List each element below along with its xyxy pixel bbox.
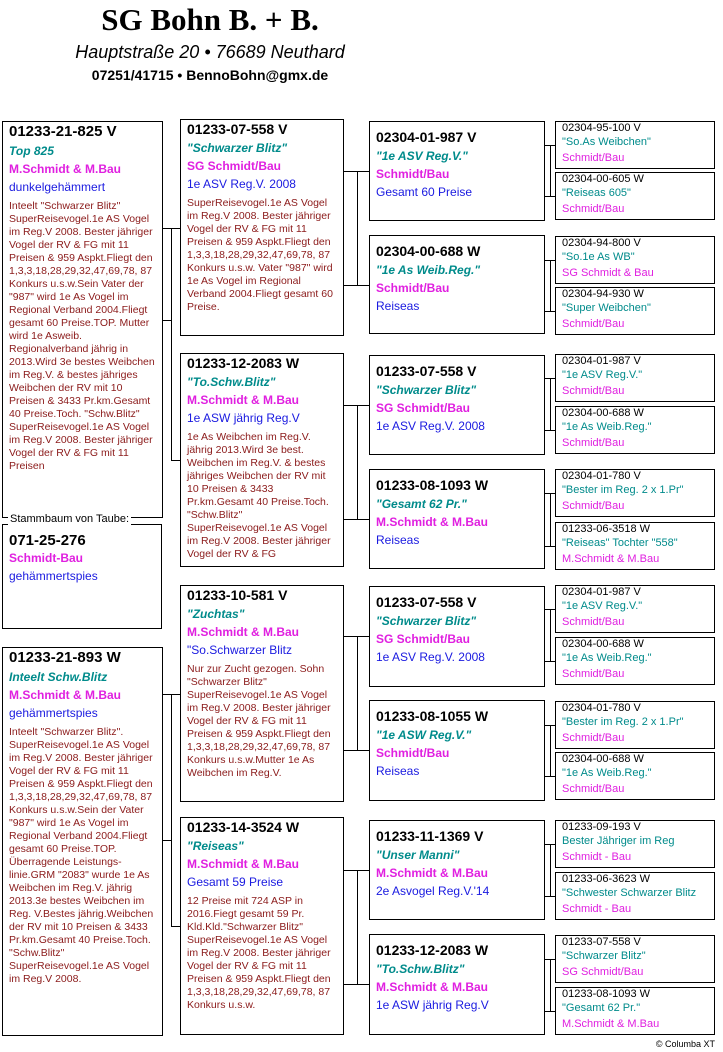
connector-line bbox=[357, 870, 358, 984]
ring-number: 02304-00-605 W bbox=[562, 173, 644, 185]
pigeon-name: "1e ASV Reg.V." bbox=[562, 369, 643, 381]
ring-number: 02304-95-100 V bbox=[562, 122, 641, 134]
description: 12 Preise mit 724 ASP in 2016.Fiegt gesamt 59 Pr. Kld.Kld."Schwarzer Blitz" SuperReisevogel.1e AS Vogel im Reg.V 2008. Bester jähriger Vogel der RV & FG mit 11 Preisen & 959 Aspkt.Fliegt den 1,3,3,18,28,29,32,47,69,78, 87 Konkurs u.s.w. bbox=[187, 895, 331, 1011]
pigeon-name: "So.1e As WB" bbox=[562, 251, 635, 263]
ring-number: 01233-07-558 V bbox=[562, 936, 641, 948]
owner: SG Schmidt/Bau bbox=[376, 632, 471, 646]
owner: SG Schmidt/Bau bbox=[562, 966, 644, 978]
color: Reiseas bbox=[376, 299, 420, 313]
gen4-card-2[interactable] bbox=[555, 172, 715, 220]
connector-line bbox=[550, 260, 551, 311]
pigeon-name: "1e ASV Reg.V." bbox=[562, 600, 643, 612]
connector-line bbox=[344, 285, 369, 286]
description: SuperReisevogel.1e AS Vogel im Reg.V 2008. Bester jähriger Vogel der RV & FG mit 11 Preisen & 959 Aspkt.Fliegt den 1,3,3,18,28,29,32,47,69,78, 87 Konkurs u.s.w. Vater "987" wird 1e As Vogel im Regional Verband 2004.Fliegt gesamt 60 Preise. bbox=[187, 197, 333, 313]
ring-number: 01233-07-558 V bbox=[376, 363, 477, 379]
pigeon-name: "Bester im Reg. 2 x 1.Pr" bbox=[562, 716, 684, 728]
connector-line bbox=[344, 984, 369, 985]
owner: Schmidt/Bau bbox=[562, 385, 625, 397]
color: gehämmertspies bbox=[9, 706, 98, 720]
owner: M.Schmidt & M.Bau bbox=[376, 980, 489, 994]
connector-line bbox=[163, 228, 180, 229]
connector-line bbox=[545, 1011, 555, 1012]
owner: Schmidt/Bau bbox=[562, 437, 625, 449]
gen4-card-7[interactable] bbox=[555, 469, 715, 517]
color: 2e Asvogel Reg.V.'14 bbox=[376, 884, 490, 898]
owner: M.Schmidt & M.Bau bbox=[562, 553, 660, 565]
pigeon-name: "Unser Manni" bbox=[376, 848, 460, 862]
connector-line bbox=[357, 636, 358, 750]
color: Gesamt 60 Preise bbox=[376, 185, 473, 199]
connector-line bbox=[344, 750, 369, 751]
gen3-card-5[interactable] bbox=[369, 586, 545, 687]
pigeon-name: "Reiseas" Tochter "558" bbox=[562, 537, 678, 549]
owner: M.Schmidt & M.Bau bbox=[187, 857, 300, 871]
ring-number: 01233-12-2083 W bbox=[376, 942, 489, 958]
pigeon-name: "Gesamt 62 Pr." bbox=[562, 1002, 641, 1014]
gen2-card-3[interactable] bbox=[180, 585, 344, 802]
owner: Schmidt - Bau bbox=[562, 903, 632, 915]
ring-number: 02304-01-987 V bbox=[562, 355, 641, 367]
pigeon-name: "Gesamt 62 Pr." bbox=[376, 497, 467, 511]
connector-line bbox=[545, 196, 555, 197]
stammbaum-label: Stammbaum von Taube: bbox=[10, 513, 130, 525]
description: Inteelt "Schwarzer Blitz" SuperReisevogel.1e AS Vogel im Reg.V 2008. Bester jähriger Vogel der RV & FG mit 11 Preisen & 959 Aspkt.Fliegt den 1,3,3,18,28,29,32,47,69,78, 87 Konkurs u.s.w.Sein Vater der "987" wird 1e As Vogel im Regional Verband 2004.Fliegt gesamt 60 Preise.TOP. Mutter wird 1e Asweib. Regionalverband jährig in 2013.Wird 3e bestes Weibchen im Reg.V. & bestes jähriges Weibchen der RV mit 10 Preisen & 3433 Pr.km.Gesamt 40 Preise.Toch. "Schw.Blitz" SuperReisevogel.1e AS Vogel im Reg.V 2008. Bester jähriger Vogel der RV & FG mit 11 Preisen bbox=[9, 200, 155, 472]
owner: Schmidt/Bau bbox=[562, 783, 625, 795]
color: "So.Schwarzer Blitz bbox=[187, 643, 292, 657]
description: 1e As Weibchen im Reg.V. jährig 2013.Wird 3e best. Weibchen im Reg.V. & bestes jähriges Weibchen der RV mit 10 Preisen & 3433 Pr.km.Gesamt 40 Preise.Toch. "Schw.Blitz" SuperReisevogel.1e AS Vogel im Reg.V 2008. Bester jähriger Vogel der RV & FG bbox=[187, 431, 331, 560]
connector-line bbox=[171, 460, 180, 461]
ring-number: 01233-12-2083 W bbox=[187, 355, 300, 371]
gen4-card-5[interactable] bbox=[555, 354, 715, 402]
ring-number: 01233-14-3524 W bbox=[187, 819, 300, 835]
connector-line bbox=[171, 694, 172, 926]
ring-number: 01233-09-193 V bbox=[562, 821, 641, 833]
mother-card[interactable] bbox=[2, 647, 163, 1036]
pigeon-name: "Schwarzer Blitz" bbox=[376, 383, 477, 397]
pigeon-name: Inteelt Schw.Blitz bbox=[9, 670, 108, 684]
ring-number: 02304-01-780 V bbox=[562, 702, 641, 714]
pigeon-name: "So.As Weibchen" bbox=[562, 136, 651, 148]
description: Nur zur Zucht gezogen. Sohn "Schwarzer Blitz" SuperReisevogel.1e AS Vogel im Reg.V 2008. Bester jähriger Vogel der RV & FG mit 11 Preisen & 959 Aspkt.Fliegt den 1,3,3,18,28,29,32,47,69,78, 87 Konkurs u.s.w.Mutter 1e As Weibchen im Reg.V. bbox=[187, 663, 331, 779]
pigeon-name: "1e As Weib.Reg." bbox=[562, 421, 652, 433]
gen4-card-4[interactable] bbox=[555, 287, 715, 335]
connector-line bbox=[550, 493, 551, 546]
pigeon-name: "Schwester Schwarzer Blitz bbox=[562, 887, 697, 899]
ring-number: 01233-08-1055 W bbox=[376, 708, 489, 724]
pigeon-name: "1e ASW Reg.V." bbox=[376, 728, 472, 742]
pigeon-name: "Reiseas 605" bbox=[562, 187, 631, 199]
gen3-card-4[interactable] bbox=[369, 469, 545, 569]
ring-number: 01233-08-1093 W bbox=[562, 988, 651, 1000]
owner: M.Schmidt & M.Bau bbox=[187, 393, 300, 407]
pigeon-name: "1e As Weib.Reg." bbox=[562, 767, 652, 779]
ring-number: 01233-06-3518 W bbox=[562, 523, 651, 535]
pigeon-name: "Reiseas" bbox=[187, 839, 244, 853]
pigeon-name: "Bester im Reg. 2 x 1.Pr" bbox=[562, 484, 684, 496]
color: dunkelgehämmert bbox=[9, 180, 106, 194]
pigeon-name: "Super Weibchen" bbox=[562, 302, 651, 314]
ring-number: 01233-06-3623 W bbox=[562, 873, 651, 885]
connector-line bbox=[171, 926, 180, 927]
connector-line bbox=[163, 320, 171, 321]
gen3-card-1[interactable] bbox=[369, 121, 545, 221]
ring-number: 01233-21-893 W bbox=[9, 649, 121, 666]
gen4-card-15[interactable] bbox=[555, 935, 715, 983]
gen2-card-1[interactable] bbox=[180, 119, 344, 336]
owner: M.Schmidt & M.Bau bbox=[187, 625, 300, 639]
gen4-card-3[interactable] bbox=[555, 236, 715, 284]
ring-number: 01233-07-558 V bbox=[376, 594, 477, 610]
gen4-card-6[interactable] bbox=[555, 406, 715, 454]
color: 1e ASW jährig Reg.V bbox=[376, 998, 489, 1012]
owner: M.Schmidt & M.Bau bbox=[376, 515, 489, 529]
owner: M.Schmidt & M.Bau bbox=[9, 162, 122, 176]
gen4-card-14[interactable] bbox=[555, 872, 715, 920]
connector-line bbox=[357, 171, 358, 285]
pigeon-name: "Schwarzer Blitz" bbox=[562, 950, 646, 962]
connector-line bbox=[550, 609, 551, 661]
owner: SG Schmidt & Bau bbox=[562, 267, 654, 279]
ring-number: 071-25-276 bbox=[9, 532, 86, 549]
footer-copyright: © Columba XT bbox=[655, 1039, 715, 1049]
connector-line bbox=[163, 694, 180, 695]
owner: Schmidt/Bau bbox=[562, 668, 625, 680]
color: Reiseas bbox=[376, 764, 420, 778]
connector-line bbox=[344, 519, 369, 520]
pigeon-name: "1e ASV Reg.V." bbox=[376, 149, 468, 163]
gen3-card-8[interactable] bbox=[369, 934, 545, 1035]
gen3-card-2[interactable] bbox=[369, 235, 545, 334]
page-title: SG Bohn B. + B. bbox=[101, 2, 319, 37]
connector-line bbox=[550, 725, 551, 776]
connector-line bbox=[550, 844, 551, 896]
owner: Schmidt/Bau bbox=[376, 281, 450, 295]
owner: M.Schmidt & M.Bau bbox=[376, 866, 489, 880]
description: Inteelt "Schwarzer Blitz". SuperReisevogel.1e AS Vogel im Reg.V 2008. Bester jähriger Vogel der RV & FG mit 11 Preisen & 959 Aspkt.Fliegt den 1,3,3,18,28,29,32,47,69,78, 87 Konkurs u.s.w.Sein der Vater "987" wird 1e As Vogel im Regional Verband 2004.Fliegt gesamt 60 Preise.TOP. Überragende Leistungs- linie.GRM "2083" wurde 1e As Weibchen im Reg.V. jährig 2013.3e bestes Weibchen im Reg. V.Bestes jährig.Weibchen der RV mit 10 Preisen & 3433 Pr.km.Gesamt 40 Preise.Toch. "Schw.Blitz" SuperReisevogel.1e AS Vogel im Reg.V 2008. bbox=[9, 726, 154, 985]
connector-line bbox=[545, 896, 555, 897]
pigeon-name: "Zuchtas" bbox=[187, 607, 245, 621]
owner: Schmidt/Bau bbox=[562, 500, 625, 512]
ring-number: 02304-00-688 W bbox=[562, 407, 644, 419]
color: Reiseas bbox=[376, 533, 420, 547]
color: 1e ASV Reg.V. 2008 bbox=[376, 419, 485, 433]
gen4-card-12[interactable] bbox=[555, 752, 715, 800]
pigeon-name: "1e As Weib.Reg." bbox=[376, 263, 481, 277]
pigeon-name: Top 825 bbox=[9, 144, 54, 158]
owner: Schmidt/Bau bbox=[376, 746, 450, 760]
pigeon-name: "Schwarzer Blitz" bbox=[376, 614, 477, 628]
owner: Schmidt/Bau bbox=[376, 167, 450, 181]
contact: 07251/41715 • BennoBohn@gmx.de bbox=[91, 67, 329, 83]
gen4-card-9[interactable] bbox=[555, 585, 715, 633]
gen4-card-1[interactable] bbox=[555, 121, 715, 169]
ring-number: 02304-00-688 W bbox=[376, 243, 481, 259]
gen3-card-7[interactable] bbox=[369, 820, 545, 920]
ring-number: 01233-21-825 V bbox=[9, 123, 117, 140]
gen4-card-13[interactable] bbox=[555, 820, 715, 868]
connector-line bbox=[550, 145, 551, 196]
gen4-card-16[interactable] bbox=[555, 987, 715, 1035]
ring-number: 02304-94-800 V bbox=[562, 237, 641, 249]
owner: M.Schmidt & M.Bau bbox=[562, 1018, 660, 1030]
owner: Schmidt/Bau bbox=[562, 616, 625, 628]
connector-line bbox=[545, 776, 555, 777]
owner: Schmidt/Bau bbox=[562, 152, 625, 164]
pigeon-name: "To.Schw.Blitz" bbox=[187, 375, 276, 389]
owner: Schmidt/Bau bbox=[562, 732, 625, 744]
ring-number: 02304-01-987 V bbox=[376, 129, 477, 145]
connector-line bbox=[550, 959, 551, 1011]
pigeon-name: "To.Schw.Blitz" bbox=[376, 962, 465, 976]
ring-number: 01233-08-1093 W bbox=[376, 477, 489, 493]
subject-card[interactable] bbox=[2, 524, 162, 629]
ring-number: 02304-94-930 W bbox=[562, 288, 644, 300]
address: Hauptstraße 20 • 76689 Neuthard bbox=[75, 42, 345, 62]
gen2-card-4[interactable] bbox=[180, 817, 344, 1035]
connector-line bbox=[171, 228, 172, 460]
gen3-card-6[interactable] bbox=[369, 700, 545, 801]
gen2-card-2[interactable] bbox=[180, 353, 344, 567]
connector-line bbox=[550, 378, 551, 430]
gen3-card-3[interactable] bbox=[369, 355, 545, 455]
color: gehämmertspies bbox=[9, 569, 98, 583]
connector-line bbox=[163, 840, 171, 841]
gen4-card-11[interactable] bbox=[555, 701, 715, 749]
owner: M.Schmidt & M.Bau bbox=[9, 688, 122, 702]
color: 1e ASV Reg.V. 2008 bbox=[376, 650, 485, 664]
ring-number: 01233-07-558 V bbox=[187, 121, 288, 137]
gen4-card-8[interactable] bbox=[555, 522, 715, 570]
connector-line bbox=[545, 661, 555, 662]
ring-number: 01233-11-1369 V bbox=[376, 828, 484, 844]
owner: SG Schmidt/Bau bbox=[376, 401, 471, 415]
pigeon-name: "1e As Weib.Reg." bbox=[562, 652, 652, 664]
gen4-card-10[interactable] bbox=[555, 637, 715, 685]
connector-line bbox=[545, 311, 555, 312]
connector-line bbox=[545, 430, 555, 431]
owner: Schmidt-Bau bbox=[9, 551, 84, 565]
pigeon-name: Bester Jähriger im Reg bbox=[562, 835, 675, 847]
color: Gesamt 59 Preise bbox=[187, 875, 284, 889]
owner: Schmidt - Bau bbox=[562, 851, 632, 863]
connector-line bbox=[357, 405, 358, 519]
ring-number: 02304-01-987 V bbox=[562, 586, 641, 598]
pigeon-name: "Schwarzer Blitz" bbox=[187, 141, 288, 155]
father-card[interactable] bbox=[2, 121, 163, 518]
ring-number: 02304-00-688 W bbox=[562, 753, 644, 765]
color: 1e ASV Reg.V. 2008 bbox=[187, 177, 296, 191]
owner: SG Schmidt/Bau bbox=[187, 159, 282, 173]
owner: Schmidt/Bau bbox=[562, 203, 625, 215]
ring-number: 01233-10-581 V bbox=[187, 587, 288, 603]
ring-number: 02304-01-780 V bbox=[562, 470, 641, 482]
color: 1e ASW jährig Reg.V bbox=[187, 411, 300, 425]
ring-number: 02304-00-688 W bbox=[562, 638, 644, 650]
connector-line bbox=[545, 546, 555, 547]
owner: Schmidt/Bau bbox=[562, 318, 625, 330]
